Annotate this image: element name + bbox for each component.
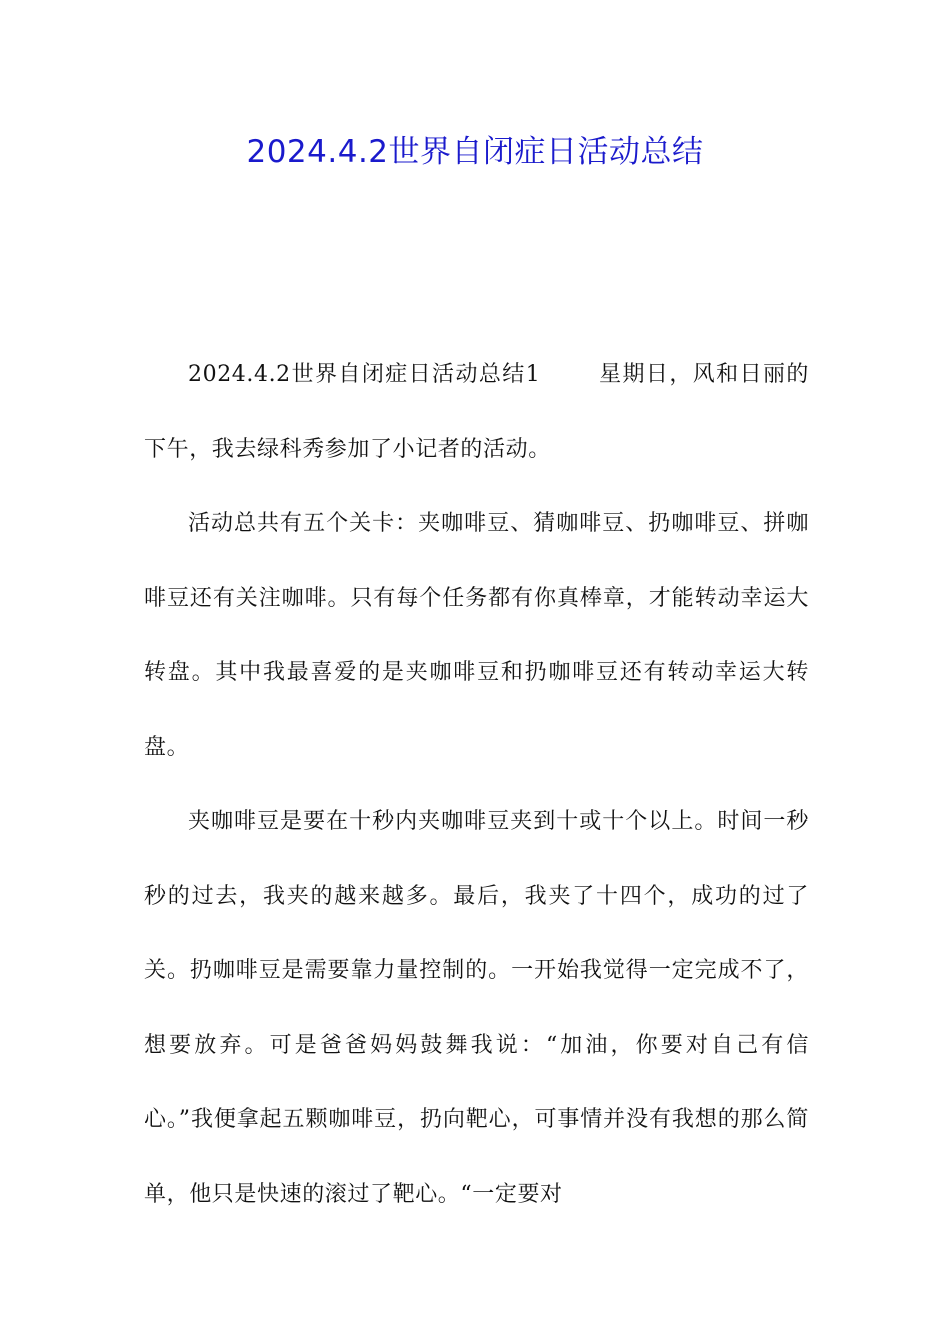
paragraph-1-text: 星期日，风和日丽的下午，我去绿科秀参加了小记者的活动。 [144,362,809,462]
document-body [144,338,809,1232]
document-title: 2024.4.2世界自闭症日活动总结 [246,134,704,170]
paragraph-1-heading: 2024.4.2世界自闭症日活动总结1 [188,362,541,387]
paragraph-2: 活动总共有五个关卡：夹咖啡豆、猜咖啡豆、扔咖啡豆、拼咖啡豆还有关注咖啡。只有每个任务都有你真棒章，才能转动幸运大转盘。其中我最喜爱的是夹咖啡豆和扔咖啡豆还有转动幸运大转盘。 [144,511,809,760]
paragraph-1 [144,338,809,487]
paragraph-3: 夹咖啡豆是要在十秒内夹咖啡豆夹到十或十个以上。时间一秒秒的过去，我夹的越来越多。最后，我夹了十四个，成功的过了关。扔咖啡豆是需要靠力量控制的。一开始我觉得一定完成不了，想要放弃。可是爸爸妈妈鼓舞我说：“加油，你要对自己有信心。”我便拿起五颗咖啡豆，扔向靶心，可事情并没有我想的那么简单，他只是快速的滚过了靶心。“一定要对 [144,809,809,1207]
